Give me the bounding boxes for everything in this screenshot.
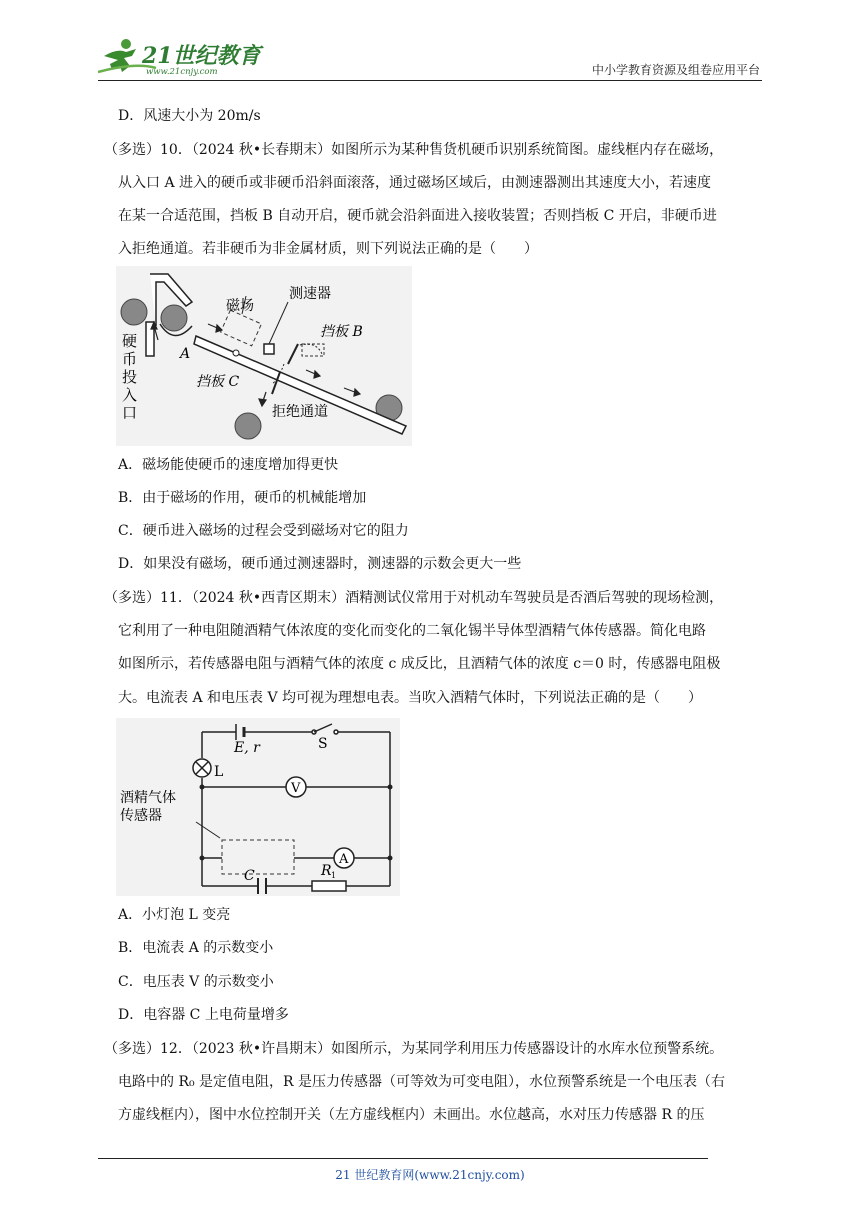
label-ammeter: A [339, 852, 349, 867]
label-entrance-a: A [180, 346, 191, 362]
label-reject-channel: 拒绝通道 [272, 404, 328, 420]
label-sensor-line-2: 传感器 [120, 808, 162, 824]
svg-text:口: 口 [122, 404, 138, 422]
label-speed-meter: 测速器 [289, 286, 331, 302]
footer-link[interactable]: 21 世纪教育网(www.21cnjy.com) [335, 1168, 525, 1182]
site-logo [96, 36, 266, 78]
header-divider [98, 80, 762, 81]
q12-line-2: 电路中的 R₀ 是定值电阻，R 是压力传感器（可等效为可变电阻），水位预警系统是一个电压表（右 [118, 1074, 726, 1090]
q10-option-d: D．如果没有磁场，硬币通过测速器时，测速器的示数会更大一些 [118, 556, 522, 572]
q11-option-c: C．电压表 V 的示数变小 [118, 974, 274, 990]
q11-line-3: 如图所示，若传感器电阻与酒精气体的浓度 c 成反比，且酒精气体的浓度 c＝0 时，传感器电阻极 [118, 656, 721, 672]
label-capacitor: C [244, 868, 255, 884]
q10-option-a: A．磁场能使硬币的速度增加得更快 [118, 457, 339, 473]
label-lamp: L [214, 764, 224, 780]
coin-at-a [161, 305, 187, 331]
q12-line-1: （多选）12．（2023 秋•许昌期末）如图所示，为某同学利用压力传感器设计的水库水位预警系统。 [104, 1041, 724, 1057]
label-baffle-b: 挡板 B [320, 324, 363, 340]
logo-url: www.21cnjy.com [146, 67, 218, 77]
lamp [193, 759, 211, 777]
q9-option-d: D．风速大小为 20m/s [118, 108, 261, 124]
header-platform-text: 中小学教育资源及组卷应用平台 [591, 63, 760, 77]
label-coin-inlet [122, 332, 137, 422]
svg-text:入: 入 [122, 386, 138, 404]
label-baffle-c: 挡板 C [196, 374, 240, 390]
coin-system-figure [116, 266, 412, 446]
svg-text:硬: 硬 [122, 332, 138, 350]
svg-text:币: 币 [122, 350, 138, 368]
label-voltmeter: V [291, 781, 301, 796]
coin-inlet-left [121, 299, 147, 325]
q11-option-a: A．小灯泡 L 变亮 [118, 907, 231, 923]
q11-option-b: B．电流表 A 的示数变小 [118, 940, 274, 956]
logo-text: 21世纪教育 [142, 43, 261, 69]
alcohol-circuit-figure [116, 718, 400, 896]
label-switch: S [318, 736, 328, 752]
label-magnetic-field: 磁场 [226, 298, 254, 314]
q10-line-2: 从入口 A 进入的硬币或非硬币沿斜面滚落，通过磁场区域后，由测速器测出其速度大小，若速度 [118, 175, 712, 191]
q11-line-2: 它利用了一种电阻随酒精气体浓度的变化而变化的二氧化锡半导体型酒精气体传感器。简化电路 [118, 623, 706, 639]
label-battery: E, r [234, 740, 260, 756]
q10-option-b: B．由于磁场的作用，硬币的机械能增加 [118, 490, 367, 506]
svg-text:投: 投 [122, 368, 138, 386]
label-resistor-subscript: 1 [331, 871, 337, 880]
q10-option-c: C．硬币进入磁场的过程会受到磁场对它的阻力 [118, 523, 409, 539]
resistor-r1 [312, 881, 346, 891]
label-resistor: R [321, 863, 332, 879]
q11-line-1: （多选）11．（2024 秋•西青区期末）酒精测试仪常用于对机动车驾驶员是否酒后驾驶的现场检测， [104, 590, 724, 606]
q11-line-4: 大。电流表 A 和电压表 V 均可视为理想电表。当吹入酒精气体时，下列说法正确的是（ ） [118, 690, 703, 706]
q10-line-1: （多选）10．（2024 秋•长春期末）如图所示为某种售货机硬币识别系统简图。虚线框内存在磁场， [104, 142, 724, 158]
coin-rejected [235, 413, 261, 439]
q11-option-d: D．电容器 C 上电荷量增多 [118, 1007, 289, 1023]
q12-line-3: 方虚线框内），图中水位控制开关（左方虚线框内）未画出。水位越高，水对压力传感器 R 的压 [118, 1107, 705, 1123]
q10-line-3: 在某一合适范围，挡板 B 自动开启，硬币就会沿斜面进入接收装置；否则挡板 C 开启，非硬币进 [118, 208, 717, 224]
q10-line-4: 入拒绝通道。若非硬币为非金属材质，则下列说法正确的是（ ） [118, 241, 538, 257]
label-sensor-line-1: 酒精气体 [120, 790, 176, 806]
speed-meter [264, 344, 274, 354]
footer-divider [98, 1158, 708, 1159]
